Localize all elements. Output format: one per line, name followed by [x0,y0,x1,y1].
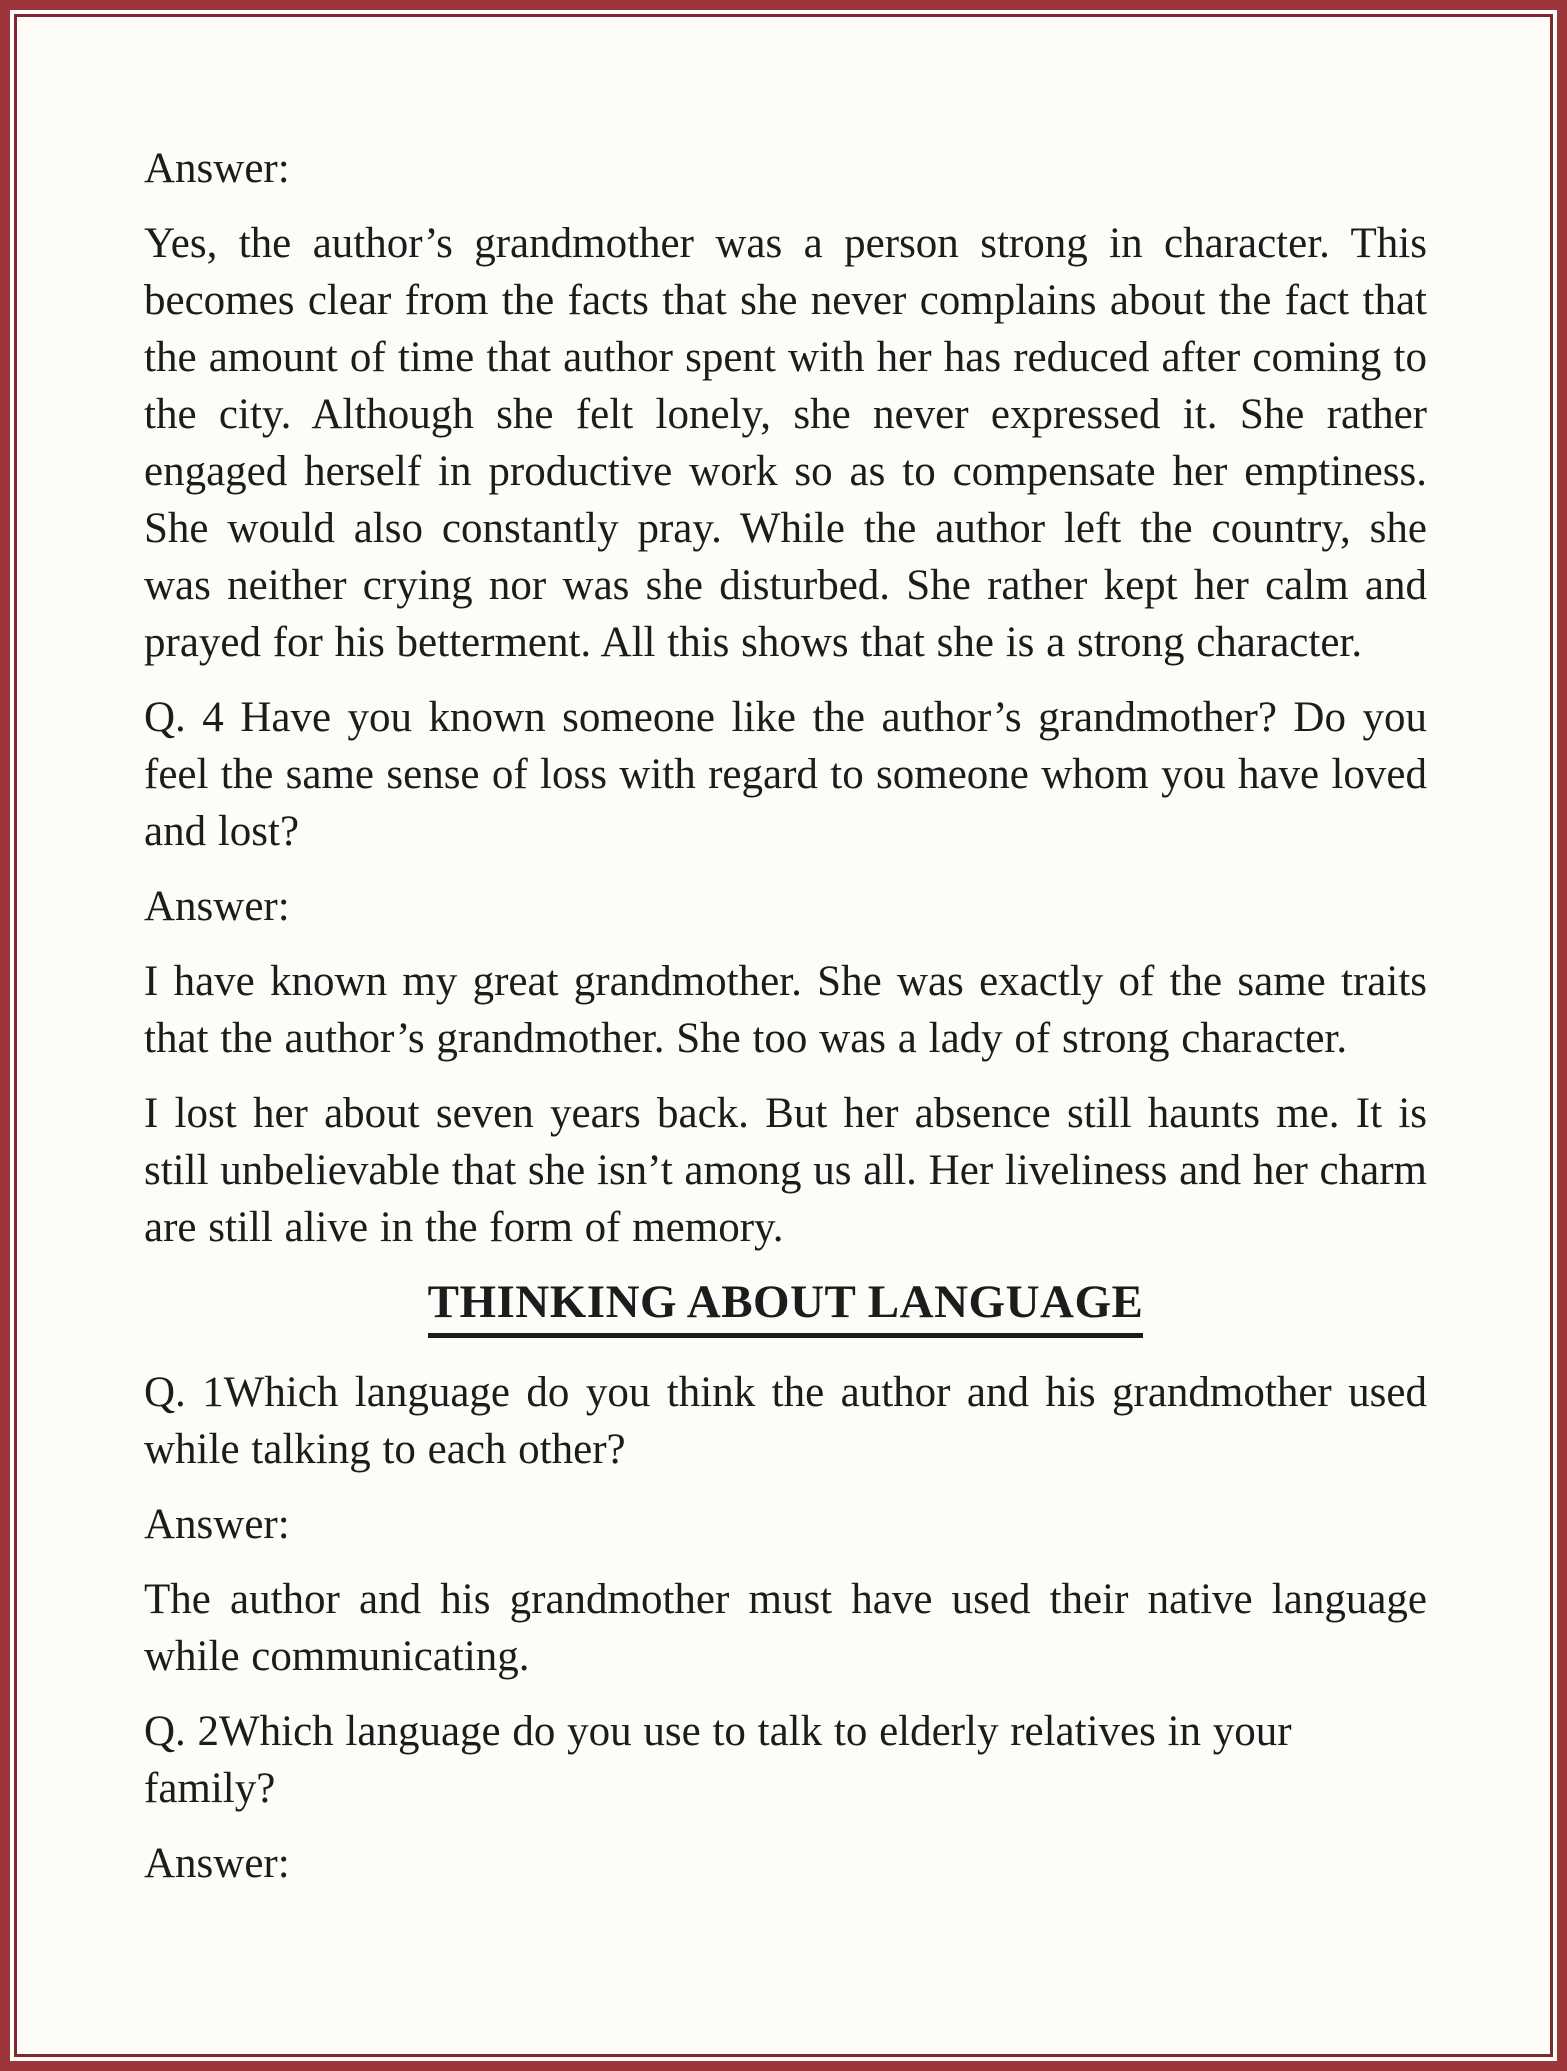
section-heading-row [144,1274,1427,1338]
answer-label: Answer: [144,883,290,930]
section-heading-thinking-about-language: THINKING ABOUT LANGUAGE [428,1274,1144,1338]
answer-label: Answer: [144,1501,290,1548]
answer-label: Answer: [144,145,290,192]
document-page [27,27,1540,2044]
answer-paragraph-q4-first: I have known my great grandmother. She was exactly of the same traits that the author’s grandmother. She too was a lady of strong character. [144,958,1427,1062]
answer-label: Answer: [144,1840,290,1887]
question-4-text: Q. 4 Have you known someone like the author’s grandmother? Do you feel the same sense of loss with regard to someone whom you have loved and lost? [144,694,1427,855]
answer-paragraph-q3: Yes, the author’s grandmother was a person strong in character. This becomes clear from the facts that she never complains about the fact that the amount of time that author spent with her has reduced after coming to the city. Although she felt lonely, she never expressed it. She rather engaged herself in productive work so as to compensate her emptiness. She would also constantly pray. While the author left the country, she was neither crying nor was she disturbed. She rather kept her calm and prayed for his betterment. All this shows that she is a strong character. [144,220,1427,666]
question-2-text: Q. 2Which language do you use to talk to elderly relatives in your family? [144,1708,1292,1812]
answer-paragraph-q1: The author and his grandmother must have used their native language while communicating. [144,1576,1427,1680]
answer-paragraph-q4-second: I lost her about seven years back. But her absence still haunts me. It is still unbelievable that she isn’t among us all. Her liveliness and her charm are still alive in the form of memory. [144,1090,1427,1251]
question-1-text: Q. 1Which language do you think the author and his grandmother used while talking to each other? [144,1369,1427,1473]
